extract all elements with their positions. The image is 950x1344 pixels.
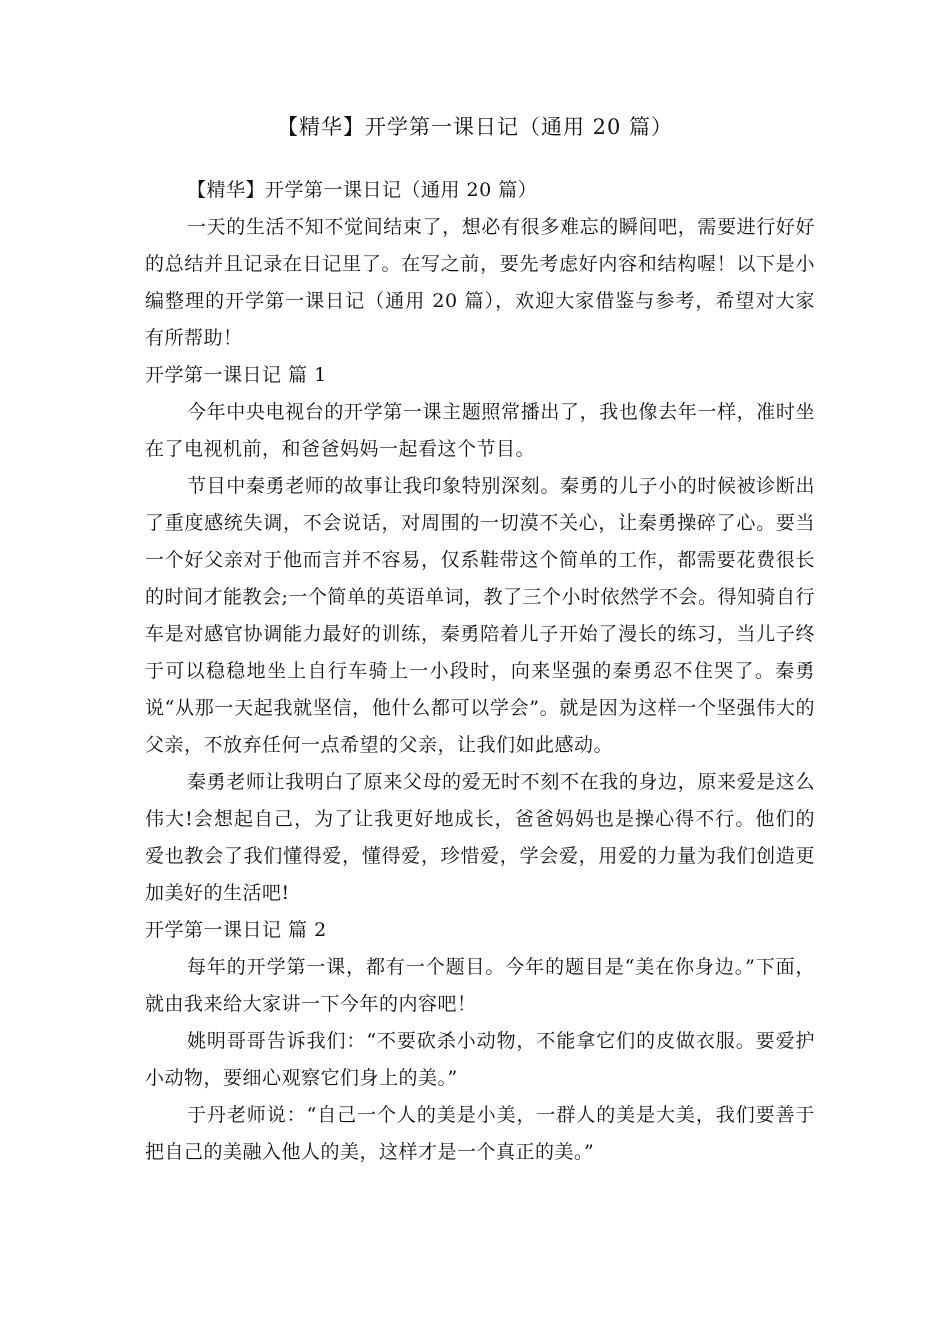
paragraph: 姚明哥哥告诉我们：“不要砍杀小动物，不能拿它们的皮做衣服。要爱护小动物，要细心观察它们身上的美。”	[145, 1030, 815, 1089]
intro-title-line: 【精华】开学第一课日记（通用 20 篇）	[187, 179, 538, 201]
paragraph: 于丹老师说：“自己一个人的美是小美，一群人的美是大美，我们要善于把自己的美融入他人的美，这样才是一个真正的美。”	[145, 1104, 815, 1163]
paragraph: 节目中秦勇老师的故事让我印象特别深刻。秦勇的儿子小的时候被诊断出了重度感统失调，不会说话，对周围的一切漠不关心，让秦勇操碎了心。要当一个好父亲对于他而言并不容易，仅系鞋带这个简单的工作，都需要花费很长的时间才能教会;一个简单的英语单词，教了三个小时依然学不会。得知骑自行车是对感官协调能力最好的训练，秦勇陪着儿子开始了漫长的练习，当儿子终于可以稳稳地坐上自行车骑上一小段时，向来坚强的秦勇忍不住哭了。秦勇说“从那一天起我就坚信，他什么都可以学会”。就是因为这样一个坚强伟大的父亲，不放弃任何一点希望的父亲，让我们如此感动。	[145, 475, 815, 756]
paragraph: 每年的开学第一课，都有一个题目。今年的题目是“美在你身边。”下面，就由我来给大家讲一下今年的内容吧！	[145, 956, 815, 1015]
paragraph: 今年中央电视台的开学第一课主题照常播出了，我也像去年一样，准时坐在了电视机前，和爸爸妈妈一起看这个节目。	[145, 401, 815, 460]
section-heading-2: 开学第一课日记 篇 2	[145, 919, 327, 941]
section-heading-1: 开学第一课日记 篇 1	[145, 364, 327, 386]
paragraph: 秦勇老师让我明白了原来父母的爱无时不刻不在我的身边，原来爱是这么伟大!会想起自己，为了让我更好地成长，爸爸妈妈也是操心得不行。他们的爱也教会了我们懂得爱，懂得爱，珍惜爱，学会爱，用爱的力量为我们创造更加美好的生活吧!	[145, 771, 815, 904]
document-body	[145, 172, 815, 1171]
document-title: 【精华】开学第一课日记（通用 20 篇）	[276, 115, 674, 139]
intro-paragraph: 一天的生活不知不觉间结束了，想必有很多难忘的瞬间吧，需要进行好好的总结并且记录在日记里了。在写之前，要先考虑好内容和结构喔！以下是小编整理的开学第一课日记（通用 20 篇），欢迎大家借鉴与参考，希望对大家有所帮助！	[145, 216, 815, 349]
